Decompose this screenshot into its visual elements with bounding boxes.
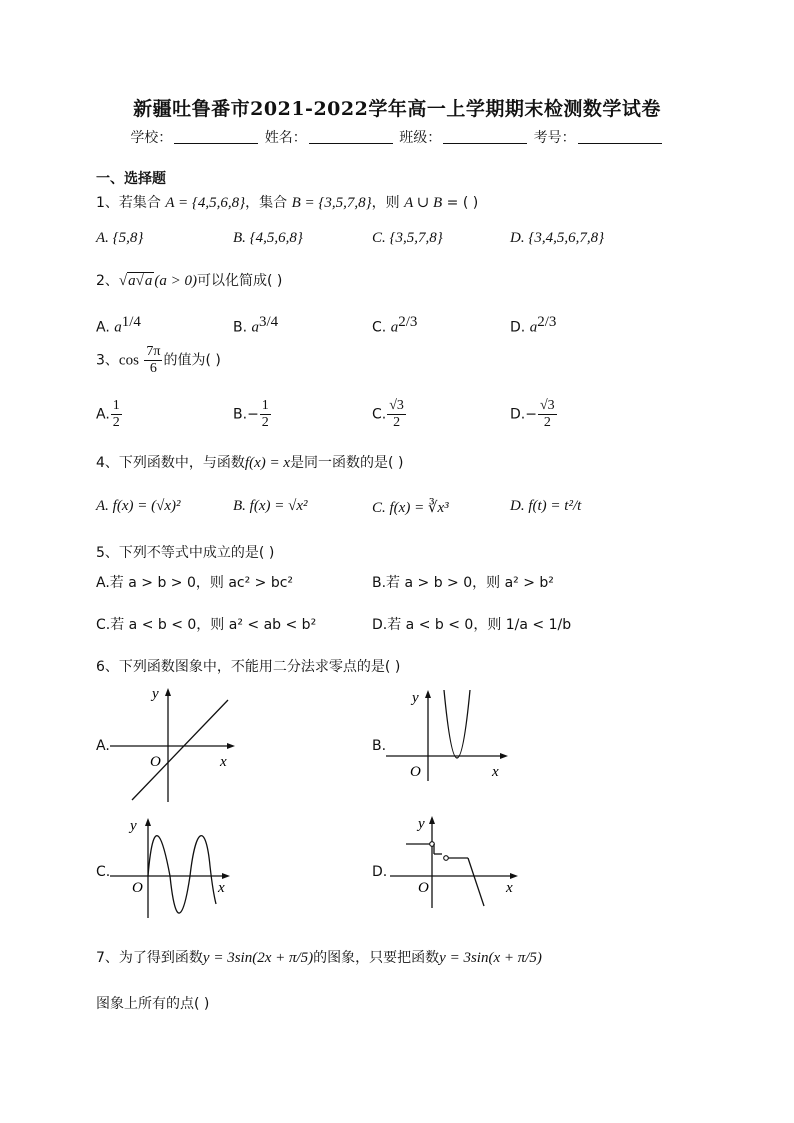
axis-x-label: x xyxy=(220,754,227,770)
question-6 xyxy=(96,656,400,676)
question-text: ，则 xyxy=(371,195,400,211)
q6-graph-b[interactable] xyxy=(384,686,514,786)
q5-option-d[interactable]: D.若 a < b < 0，则 1/a < 1/b xyxy=(372,617,572,633)
q6-option-a-label[interactable]: A. xyxy=(96,738,110,754)
q1-option-d[interactable]: D. {3,4,5,6,7,8} xyxy=(510,230,605,246)
q2-option-d[interactable]: D. $a^{2/3}$ xyxy=(510,314,557,336)
axis-x-label: x xyxy=(492,764,499,780)
axis-y-label: y xyxy=(130,818,137,834)
question-2 xyxy=(96,270,282,290)
q5-option-c[interactable]: C.若 a < b < 0，则 a² < ab < b² xyxy=(96,617,317,633)
q4-option-c[interactable]: C. f(x) = ∛x³ xyxy=(372,500,449,516)
student-info-row xyxy=(0,127,794,147)
origin-label: O xyxy=(132,880,143,896)
question-4 xyxy=(96,452,403,472)
question-number: 5、 xyxy=(96,545,119,561)
question-text: ，集合 xyxy=(245,195,288,211)
base-function: f(x) = x xyxy=(244,455,291,471)
question-text: 若集合 xyxy=(118,195,161,211)
question-text: = ( ) xyxy=(446,195,479,211)
q5-option-b[interactable]: B.若 a > b > 0，则 a² > b² xyxy=(372,575,554,591)
origin-label: O xyxy=(418,880,429,896)
q3-option-a[interactable]: A. $\frac{1}{2}$ xyxy=(96,398,120,430)
axis-x-label: x xyxy=(506,880,513,896)
question-5 xyxy=(96,542,274,562)
number-label: 考号： xyxy=(533,130,576,146)
question-number: 3、 xyxy=(96,352,119,369)
condition: (a > 0) xyxy=(154,273,198,289)
school-label: 学校： xyxy=(130,130,173,146)
question-text: 可以化简成( ) xyxy=(197,273,283,289)
name-blank[interactable] xyxy=(309,129,393,144)
question-7 xyxy=(96,947,542,967)
axis-y-label: y xyxy=(418,816,425,832)
axis-y-label: y xyxy=(412,690,419,706)
question-1 xyxy=(96,192,478,212)
school-blank[interactable] xyxy=(174,129,258,144)
angle-fraction: $\frac{7\pi}{6}$ xyxy=(146,344,161,376)
name-label: 姓名： xyxy=(264,130,307,146)
q3-option-b[interactable]: B.− $\frac{1}{2}$ xyxy=(233,398,269,430)
q6-graph-a[interactable] xyxy=(108,684,238,804)
class-blank[interactable] xyxy=(443,129,527,144)
q6-graph-d[interactable] xyxy=(384,812,524,912)
section-heading: 一、选择题 xyxy=(96,171,166,187)
q6-option-b-label[interactable]: B. xyxy=(372,738,387,754)
union-expr: A ∪ B xyxy=(404,195,443,211)
q4-option-a[interactable]: A. f(x) = (√x)² xyxy=(96,498,181,514)
origin-label: O xyxy=(410,764,421,780)
exam-title: 新疆吐鲁番市2021-2022学年高一上学期期末检测数学试卷 xyxy=(133,98,661,120)
question-text: 是同一函数的是( ) xyxy=(290,455,404,471)
question-number: 1、 xyxy=(96,195,119,211)
question-text: 的图象，只要把函数 xyxy=(313,950,440,966)
class-label: 班级： xyxy=(399,130,442,146)
axis-x-label: x xyxy=(218,880,225,896)
source-function: y = 3sin(x + π/5) xyxy=(439,950,542,966)
question-number: 6、 xyxy=(96,659,119,675)
q1-option-a[interactable]: A. {5,8} xyxy=(96,230,144,246)
question-text: 下列不等式中成立的是( ) xyxy=(118,545,275,561)
q3-option-c[interactable]: C. $\frac{√3}{2}$ xyxy=(372,398,404,430)
q6-option-c-label[interactable]: C. xyxy=(96,864,111,880)
nested-root-expr: √a√a xyxy=(118,273,153,289)
q2-option-c[interactable]: C. $a^{2/3}$ xyxy=(372,314,418,336)
q2-option-a[interactable]: A. $a^{1/4}$ xyxy=(96,314,141,336)
question-text: 的值为( ) xyxy=(163,352,221,369)
question-number: 7、 xyxy=(96,950,119,966)
q4-option-d[interactable]: D. f(t) = t²/t xyxy=(510,498,582,514)
q3-option-d[interactable]: D.− $\frac{√3}{2}$ xyxy=(510,398,555,430)
set-b: B = {3,5,7,8} xyxy=(291,195,372,211)
question-7-continued: 图象上所有的点( ) xyxy=(96,996,210,1012)
q2-option-b[interactable]: B. $a^{3/4}$ xyxy=(233,314,279,336)
q6-option-d-label[interactable]: D. xyxy=(372,864,388,880)
origin-label: O xyxy=(150,754,161,770)
axis-y-label: y xyxy=(152,686,159,702)
q4-option-b[interactable]: B. f(x) = √x² xyxy=(233,498,308,514)
number-blank[interactable] xyxy=(578,129,662,144)
target-function: y = 3sin(2x + π/5) xyxy=(202,950,314,966)
q1-option-c[interactable]: C. {3,5,7,8} xyxy=(372,230,443,246)
question-number: 2、 xyxy=(96,273,119,289)
question-text: 为了得到函数 xyxy=(118,950,203,966)
question-text: 下列函数图象中，不能用二分法求零点的是( ) xyxy=(118,659,401,675)
q5-option-a[interactable]: A.若 a > b > 0，则 ac² > bc² xyxy=(96,575,294,591)
q1-option-b[interactable]: B. {4,5,6,8} xyxy=(233,230,303,246)
question-3 xyxy=(96,344,221,377)
question-text: 下列函数中，与函数 xyxy=(118,455,245,471)
cos-func: cos xyxy=(118,352,139,369)
question-number: 4、 xyxy=(96,455,119,471)
q6-graph-c[interactable] xyxy=(108,814,238,922)
set-a: A = {4,5,6,8} xyxy=(165,195,246,211)
